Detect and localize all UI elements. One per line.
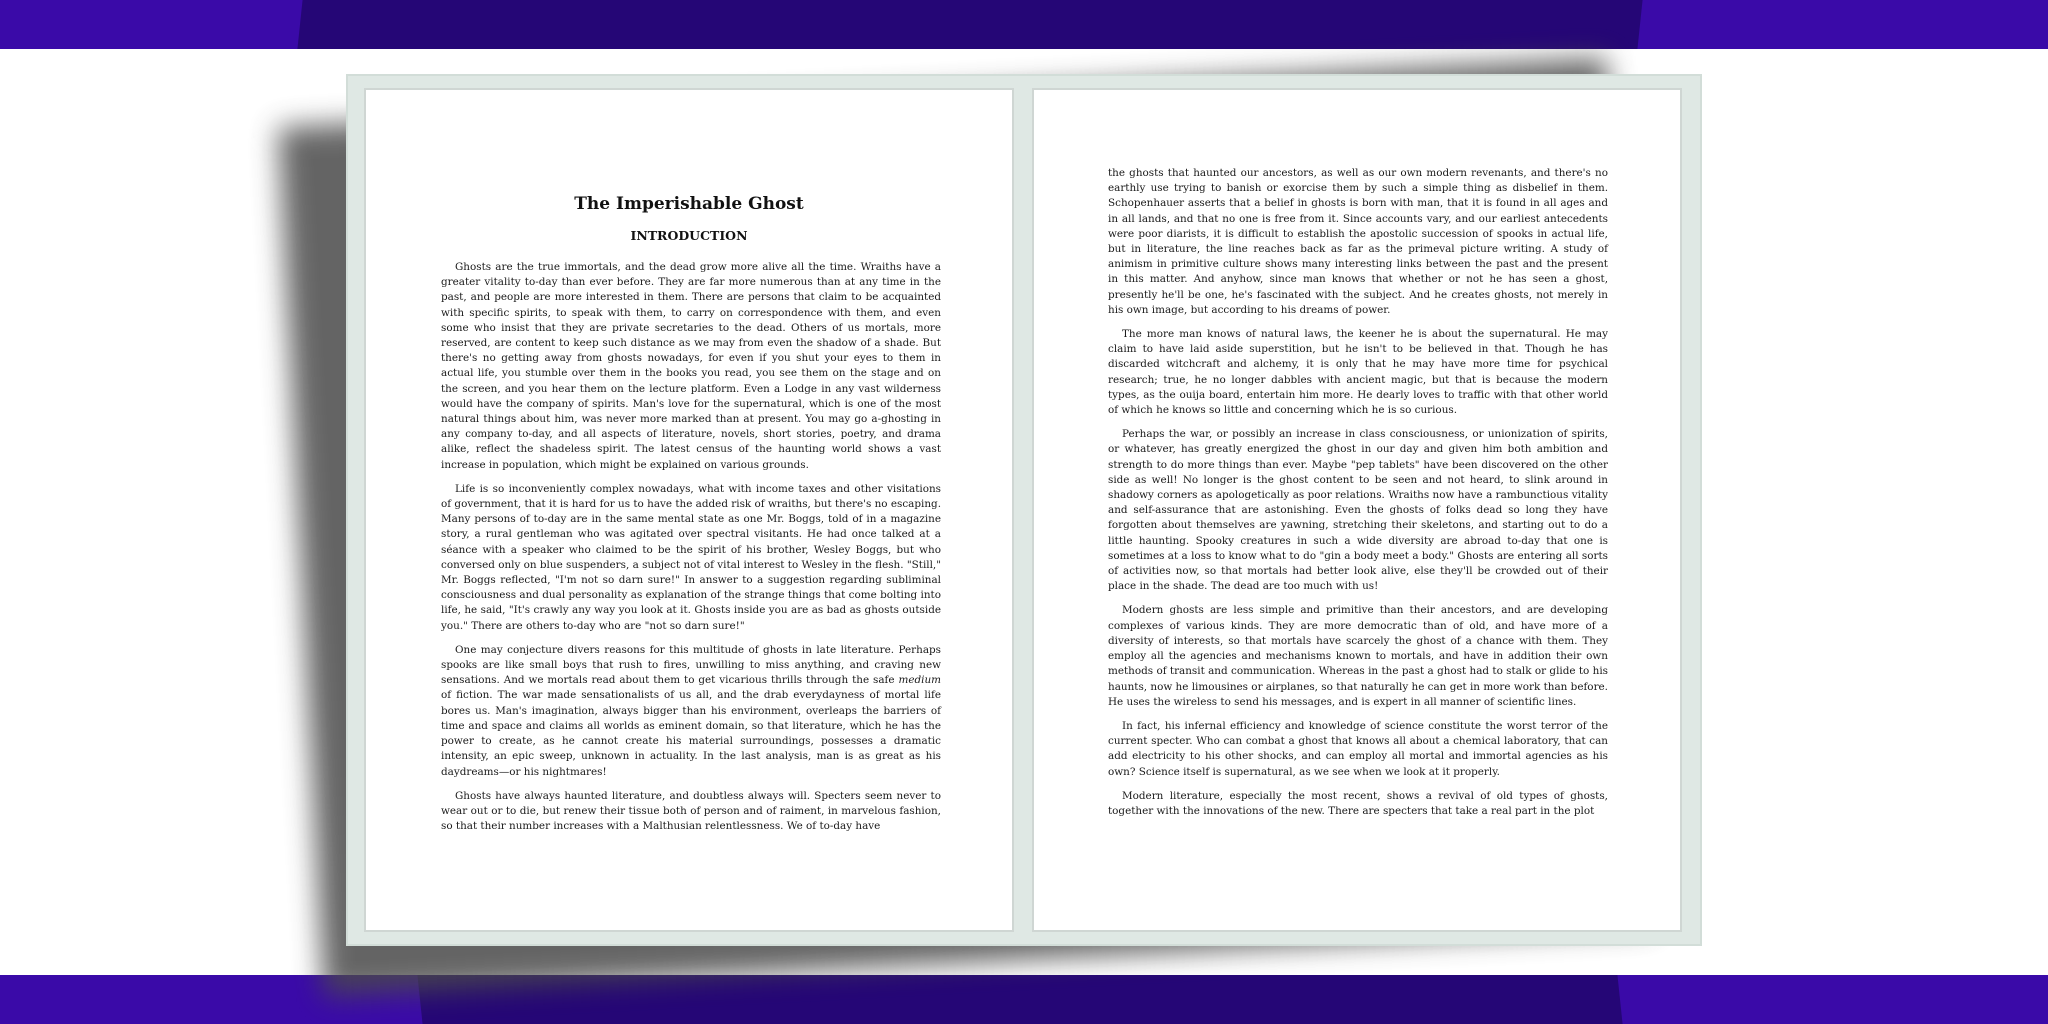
paragraph: Ghosts have always haunted literature, and doubtless always will. Specters seem never to wear out or to die, but renew their tissue both of person and of raiment, in marvelous fashion, so that their number increases with a Malthusian relentlessness. We of to-day have bbox=[441, 789, 941, 833]
paragraph: the ghosts that haunted our ancestors, as well as our own modern revenants, and there's no earthly use trying to banish or exorcise them by such a simple thing as disbelief in them. Schopenhauer asserts that a belief in ghosts is born with man, that it is found in all ages and in all lands, and that no one is free from it. Since accounts vary, and our earliest antecedents were poor diarists, it is difficult to establish the apostolic succession of spooks in actual life, but in literature, the line reaches back as far as the primeval picture writing. A study of animism in primitive culture shows many interesting links between the past and the present in this matter. And anyhow, since man knows that whether or not he has seen a ghost, presently he'll be one, he's fascinated with the subject. And he creates ghosts, not merely in his own image, but according to his dreams of power. bbox=[1108, 167, 1608, 316]
paragraph: Life is so inconveniently complex nowadays, what with income taxes and other visitations of government, that it is hard for us to have the added risk of wraiths, but there's no escaping. Many persons of to-day are in the same mental state as one Mr. Boggs, told of in a magazine story, a rural gentleman who was agitated over spectral visitants. He had once talked at a séance with a speaker who claimed to be the spirit of his brother, Wesley Boggs, but who conversed only on blue suspenders, a subject not of vital interest to Wesley in the flesh. "Still," Mr. Boggs reflected, "I'm not so darn sure!" In answer to a suggestion regarding subliminal consciousness and dual personality as explanation of the strange things that come bolting into life, he said, "It's crawly any way you look at it. Ghosts inside you are as bad as ghosts outside you." There are others to-day who are "not so darn sure!" bbox=[441, 482, 941, 632]
paragraph: The more man knows of natural laws, the keener he is about the supernatural. He may claim to have laid aside superstition, but he isn't to be believed in that. Though he has discarded witchcraft and alchemy, it is only that he may have more time for psychical research; true, he no longer dabbles with ancient magic, but that is because the modern types, as the ouija board, entertain him more. He dearly loves to traffic with that other world of which he knows so little and concerning which he is so curious. bbox=[1108, 328, 1608, 417]
paragraph-text: of fiction. The war made sensationalists of us all, and the drab everydayness of mortal life bores us. Man's imagination, always bigger than his environment, overleaps the barriers of time and space and claims all worlds as eminent domain, so that literature, which he has the power to create, as he cannot create his material surroundings, possesses a dramatic intensity, an epic sweep, unknown in actuality. In the last analysis, man is as great as his daydreams—or his nightmares! bbox=[441, 689, 941, 778]
bottom-band-shadow bbox=[417, 975, 1622, 1024]
left-page-text bbox=[441, 260, 941, 843]
right-page bbox=[1032, 88, 1682, 932]
paragraph: Perhaps the war, or possibly an increase in class consciousness, or unionization of spirits, or whatever, has greatly energized the ghost in our day and given him both ambition and strength to do more things than ever. Maybe "pep tablets" have been discovered on the other side as well! No longer is the ghost content to be seen and not heard, to slink around in shadowy corners as apologetically as poor relations. Wraiths now have a rambunctious vitality and self-assurance that are astonishing. Even the ghosts of folks dead so long they have forgotten about themselves are yawning, stretching their skeletons, and starting out to do a little haunting. Spooky creatures in such a wide diversity are abroad to-day that one is sometimes at a loss to know what to do "gin a body meet a body." Ghosts are entering all sorts of activities now, so that mortals had better look alive, else they'll be crowded out of their place in the shade. The dead are too much with us! bbox=[1108, 428, 1608, 593]
paragraph: In fact, his infernal efficiency and knowledge of science constitute the worst terror of the current specter. Who can combat a ghost that knows all about a chemical laboratory, that can add electricity to his other shocks, and can employ all mortal and immortal agencies as his own? Science itself is supernatural, as we see when we look at it properly. bbox=[1108, 719, 1608, 778]
top-band-shadow bbox=[297, 0, 1642, 49]
emphasis-text: medium bbox=[898, 674, 941, 687]
right-page-text bbox=[1108, 166, 1608, 828]
bottom-purple-band bbox=[0, 975, 2048, 1024]
left-page bbox=[364, 88, 1014, 932]
book-title: The Imperishable Ghost bbox=[574, 194, 804, 214]
chapter-heading: INTRODUCTION bbox=[630, 228, 748, 243]
paragraph: Modern ghosts are less simple and primitive than their ancestors, and are developing complexes of various kinds. They are more democratic than of old, and have more of a diversity of interests, so that mortals have scarcely the ghost of a chance with them. They employ all the agencies and mechanisms known to mortals, and have in addition their own methods of transit and communication. Whereas in the past a ghost had to stalk or glide to his haunts, now he limousines or airplanes, so that naturally he can get in more work than before. He uses the wireless to send his messages, and is expert in all manner of scientific lines. bbox=[1108, 604, 1608, 708]
paragraph bbox=[441, 643, 941, 780]
paragraph-text: One may conjecture divers reasons for this multitude of ghosts in late literature. Perhaps spooks are like small boys that rush to fires, unwilling to miss anything, and craving new sensations. And we mortals read about them to get vicarious thrills through the safe bbox=[441, 643, 941, 687]
book-spread bbox=[348, 76, 1700, 944]
top-purple-band bbox=[0, 0, 2048, 49]
paragraph: Modern literature, especially the most recent, shows a revival of old types of ghosts, together with the innovations of the new. There are specters that take a real part in the plot bbox=[1108, 789, 1608, 817]
paragraph: Ghosts are the true immortals, and the dead grow more alive all the time. Wraiths have a greater vitality to-day than ever before. They are far more numerous than at any time in the past, and people are more interested in them. There are persons that claim to be acquainted with specific spirits, to speak with them, to carry on correspondence with them, and even some who insist that they are private secretaries to the dead. Others of us mortals, more reserved, are content to keep such distance as we may from even the shadow of a shade. But there's no getting away from ghosts nowadays, for even if you shut your eyes to them in actual life, you stumble over them in the books you read, you see them on the stage and on the screen, and you hear them on the lecture platform. Even a Lodge in any vast wilderness would have the company of spirits. Man's love for the supernatural, which is one of the most natural things about him, was never more marked than at present. You may go a-ghosting in any company to-day, and all aspects of literature, novels, short stories, poetry, and drama alike, reflect the shadeless spirit. The latest census of the haunting world shows a vast increase in population, which might be explained on various grounds. bbox=[441, 261, 941, 471]
